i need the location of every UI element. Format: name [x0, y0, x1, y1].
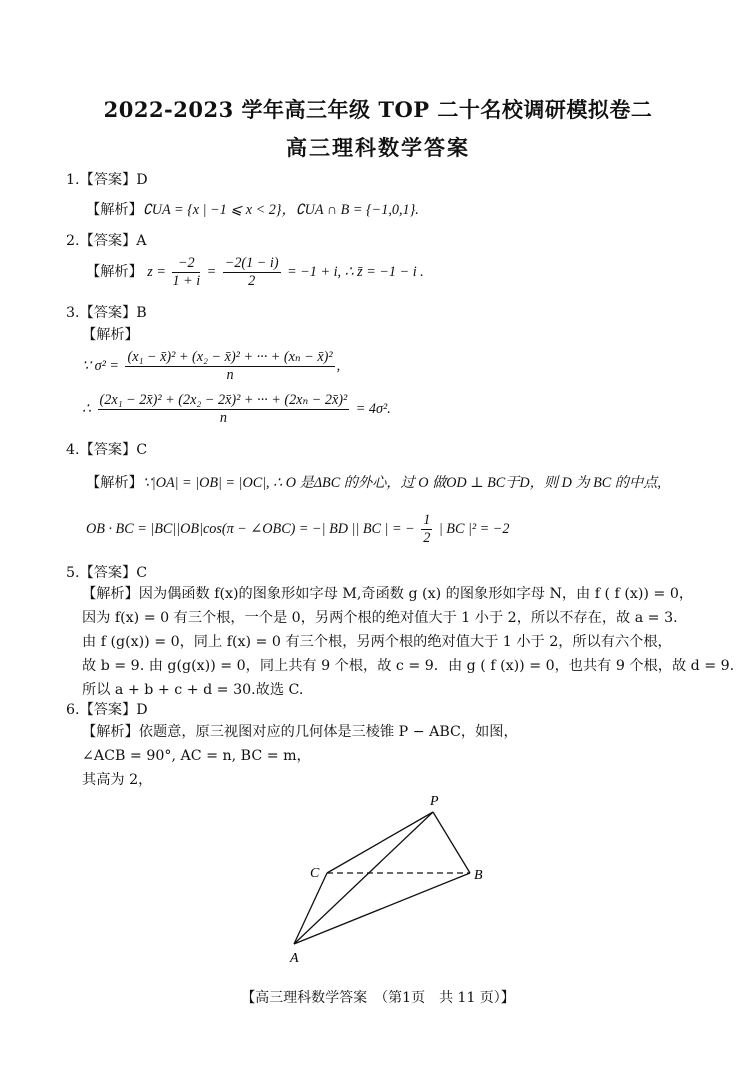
q3-l1-num: (x₁ − x̄)² + (x₂ − x̄)² + ··· + (xₙ − x̄)² [127, 348, 333, 365]
q5-answer: 5.【答案】C [66, 565, 148, 581]
q2-analysis-label: 【解析】 [86, 264, 143, 280]
page-footer: 【高三理科数学答案 （第1页 共 11 页）】 [241, 990, 515, 1006]
q1-analysis-text: ∁UA = {x | −1 ⩽ x < 2}，∁UA ∩ B = {−1,0,1}. [142, 202, 419, 218]
q2-f1-num: −2 [172, 255, 200, 273]
label-B: B [474, 868, 483, 883]
label-C: C [310, 866, 320, 881]
edge-PB [433, 812, 470, 873]
exam-title: 2022-2023 学年高三年级 TOP 二十名校调研模拟卷二 [103, 97, 653, 122]
q6-answer: 6.【答案】D [66, 702, 148, 718]
q4-l2-num: 1 [423, 511, 431, 528]
q4-l2-den: 2 [423, 529, 431, 546]
q2-eq: = [206, 264, 217, 280]
q4-l2-pre: OB · BC = |BC||OB|cos(π − ∠OBC) = −| BD || BC | = − [86, 521, 415, 537]
q3-analysis-label: 【解析】 [82, 327, 139, 343]
q1-analysis [86, 200, 419, 220]
q5-line-5: 所以 a + b + c + d = 30.故选 C. [82, 682, 304, 698]
q3-l1-post: , [336, 358, 341, 374]
q2-f1-den: 1 + i [172, 272, 201, 289]
edge-AB [294, 873, 470, 944]
q4-answer: 4.【答案】C [66, 442, 148, 458]
exam-subtitle: 高三理科数学答案 [286, 135, 470, 160]
label-P: P [430, 794, 439, 809]
q3-fraction-1 [125, 349, 334, 384]
q3-line-2 [82, 391, 391, 427]
q2-analysis [86, 254, 424, 290]
q3-l2-num: (2x₁ − 2x̄)² + (2x₂ − 2x̄)² + ··· + (2xₙ − 2x̄)² [99, 391, 348, 408]
q6-line-1: 【解析】依题意，原三视图对应的几何体是三棱锥 P − ABC，如图， [82, 724, 518, 740]
q3-line-1 [82, 348, 340, 384]
q5-line-3: 由 f (g(x)) = 0，同上 f(x) = 0 有三个根，另两个根的绝对值大于 1 小于 2，所以有六个根， [82, 634, 672, 650]
q1-analysis-label: 【解析】 [86, 202, 143, 218]
q4-line-2 [86, 511, 509, 547]
q5-line-1: 【解析】因为偶函数 f(x)的图象形如字母 M,奇函数 g (x) 的图象形如字母 N，由 f ( f (x)) = 0， [82, 586, 694, 602]
q2-answer: 2.【答案】A [66, 233, 147, 249]
q3-answer: 3.【答案】B [66, 305, 147, 321]
q5-line-2: 因为 f(x) = 0 有三个根，一个是 0，另两个根的绝对值大于 1 小于 2，所以不存在，故 a = 3. [82, 610, 678, 626]
q4-l2-post: | BC |² = −2 [438, 521, 510, 537]
q1-answer: 1.【答案】D [66, 172, 148, 188]
q3-l1-den: n [226, 366, 234, 383]
q4-analysis-label: 【解析】 [86, 475, 143, 491]
q6-line-3: 其高为 2， [82, 772, 153, 788]
q3-l2-den: n [219, 409, 227, 426]
label-A: A [290, 951, 299, 966]
q2-lhs: z = [147, 264, 166, 280]
q2-f2-num: −2(1 − i) [224, 254, 279, 271]
q2-fraction-2 [223, 255, 281, 290]
q2-fraction-1 [172, 255, 200, 290]
q4-fraction [421, 512, 432, 547]
q2-rest: = −1 + i, ∴ z̄ = −1 − i . [287, 264, 424, 280]
q4-l1-text: ∵|OA| = |OB| = |OC|, ∴ O 是ΔBC 的外心，过 O 做OD ⊥ BC于D，则 D 为 BC 的中点, [142, 475, 661, 491]
q3-l1-pre: ∵ σ² = [82, 358, 119, 374]
q2-f2-den: 2 [248, 272, 256, 289]
q4-line-1 [86, 473, 661, 493]
edge-PC [327, 812, 433, 873]
q3-l2-pre: ∴ [82, 401, 92, 417]
q3-fraction-2 [98, 392, 350, 427]
q6-line-2: ∠ACB = 90°, AC = n, BC = m， [82, 748, 311, 764]
q5-line-4: 故 b = 9. 由 g(g(x)) = 0，同上共有 9 个根，故 c = 9．由 g ( f (x)) = 0，也共有 9 个根，故 d = 9. [82, 658, 735, 674]
pyramid-figure [280, 788, 500, 968]
q3-l2-post: = 4σ². [355, 401, 391, 417]
